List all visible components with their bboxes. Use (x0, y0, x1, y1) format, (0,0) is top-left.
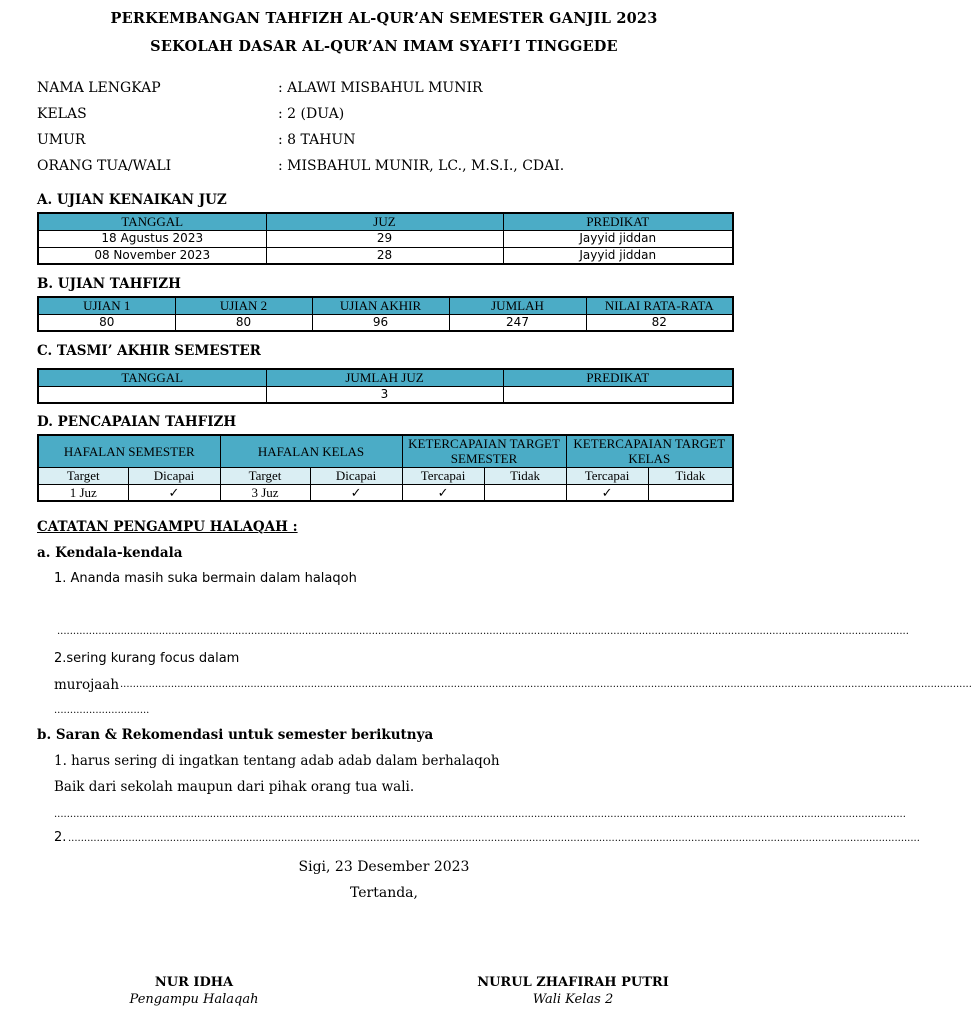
column-header: Tidak (484, 467, 566, 484)
section-b-title: B. UJIAN TAHFIZH (37, 276, 181, 292)
table-row (38, 484, 733, 501)
signed-label: Tertanda, (350, 885, 418, 901)
table-row (38, 230, 733, 247)
column-header: NILAI RATA-RATA (586, 297, 733, 314)
table-cell: Jayyid jiddan (503, 247, 733, 264)
table-cell: 28 (266, 247, 503, 264)
column-header: Tidak (648, 467, 733, 484)
table-row (38, 314, 733, 331)
table-cell: 82 (586, 314, 733, 331)
column-header: UJIAN 1 (38, 297, 175, 314)
kendala-item-2: 2.sering kurang focus dalam (54, 651, 240, 666)
dotted-line: ............................................................................................................................................................................................................................................................................ (54, 809, 906, 820)
group-header: KETERCAPAIAN TARGET KELAS (566, 435, 733, 467)
kendala-title: a. Kendala-kendala (37, 545, 183, 561)
column-header: TANGGAL (38, 369, 266, 386)
column-header: Target (38, 467, 128, 484)
kendala-item-1: 1. Ananda masih suka bermain dalam halaqoh (54, 571, 357, 586)
group-header: KETERCAPAIAN TARGET SEMESTER (402, 435, 566, 467)
table-cell (503, 386, 733, 403)
column-header: JUZ (266, 213, 503, 230)
table-cell: 80 (38, 314, 175, 331)
table-cell: 247 (449, 314, 586, 331)
signature-halaqah (74, 975, 314, 1007)
achievement-table (37, 434, 734, 502)
column-header: JUMLAH (449, 297, 586, 314)
saran-item-2: 2. (54, 830, 67, 845)
table-cell: 08 November 2023 (38, 247, 266, 264)
tahfizh-exam-table (37, 296, 734, 332)
signer-role: Pengampu Halaqah (129, 992, 259, 1007)
info-value: : 8 TAHUN (278, 132, 356, 148)
table-header-row (38, 297, 733, 314)
column-header: Dicapai (310, 467, 402, 484)
place-date: Sigi, 23 Desember 2023 (298, 859, 470, 875)
info-label: KELAS (37, 106, 87, 122)
check-mark: ✓ (402, 484, 484, 501)
dotted-line: ............................................................................................................................................................................................................................................................................ (68, 833, 920, 844)
table-cell: 96 (312, 314, 449, 331)
section-d-title: D. PENCAPAIAN TAHFIZH (37, 414, 237, 430)
juz-exam-table (37, 212, 734, 265)
signature-wali-kelas (453, 975, 693, 1007)
signer-name: NURUL ZHAFIRAH PUTRI (477, 975, 669, 990)
table-header-row (38, 435, 733, 467)
tasmi-table (37, 368, 734, 404)
table-cell: 3 (266, 386, 503, 403)
info-label: NAMA LENGKAP (37, 80, 161, 96)
column-header: JUMLAH JUZ (266, 369, 503, 386)
dotted-line: ............................................................................................................................................................................................................................................................................ (120, 679, 972, 690)
table-cell: 18 Agustus 2023 (38, 230, 266, 247)
info-label: ORANG TUA/WALI (37, 158, 172, 174)
table-cell: 1 Juz (38, 484, 128, 501)
dotted-line: .............................. (54, 705, 150, 716)
table-row (38, 247, 733, 264)
check-mark: ✓ (128, 484, 220, 501)
table-cell: 29 (266, 230, 503, 247)
table-cell: Jayyid jiddan (503, 230, 733, 247)
column-header: UJIAN AKHIR (312, 297, 449, 314)
info-value: : 2 (DUA) (278, 106, 345, 122)
column-header: Tercapai (566, 467, 648, 484)
table-header-row (38, 213, 733, 230)
signer-role: Wali Kelas 2 (532, 992, 614, 1007)
column-header: TANGGAL (38, 213, 266, 230)
dotted-line: ............................................................................................................................................................................................................................................................................ (57, 626, 909, 637)
saran-item-1-cont: Baik dari sekolah maupun dari pihak orang tua wali. (54, 779, 415, 795)
section-a-title: A. UJIAN KENAIKAN JUZ (37, 192, 227, 208)
column-header: Tercapai (402, 467, 484, 484)
saran-title: b. Saran & Rekomendasi untuk semester berikutnya (37, 727, 434, 743)
column-header: PREDIKAT (503, 213, 733, 230)
document-title: PERKEMBANGAN TAHFIZH AL-QUR’AN SEMESTER GANJIL 2023 (110, 10, 658, 27)
signer-name: NUR IDHA (154, 975, 234, 990)
check-mark: ✓ (566, 484, 648, 501)
saran-item-1: 1. harus sering di ingatkan tentang adab adab dalam berhalaqoh (54, 753, 500, 769)
notes-title: CATATAN PENGAMPU HALAQAH : (37, 519, 298, 535)
column-header: PREDIKAT (503, 369, 733, 386)
table-cell (648, 484, 733, 501)
info-value: : MISBAHUL MUNIR, LC., M.S.I., CDAI. (278, 158, 565, 174)
group-header: HAFALAN SEMESTER (38, 435, 220, 467)
table-cell (38, 386, 266, 403)
table-subheader-row (38, 467, 733, 484)
table-cell: 3 Juz (220, 484, 310, 501)
check-mark: ✓ (310, 484, 402, 501)
info-value: : ALAWI MISBAHUL MUNIR (278, 80, 483, 96)
column-header: Target (220, 467, 310, 484)
school-name: SEKOLAH DASAR AL-QUR’AN IMAM SYAFI’I TINGGEDE (150, 38, 618, 55)
info-label: UMUR (37, 132, 86, 148)
column-header: UJIAN 2 (175, 297, 312, 314)
section-c-title: C. TASMI’ AKHIR SEMESTER (37, 343, 261, 359)
group-header: HAFALAN KELAS (220, 435, 402, 467)
table-header-row (38, 369, 733, 386)
table-cell (484, 484, 566, 501)
table-cell: 80 (175, 314, 312, 331)
column-header: Dicapai (128, 467, 220, 484)
kendala-item-2-cont: murojaah (54, 677, 120, 693)
table-row (38, 386, 733, 403)
